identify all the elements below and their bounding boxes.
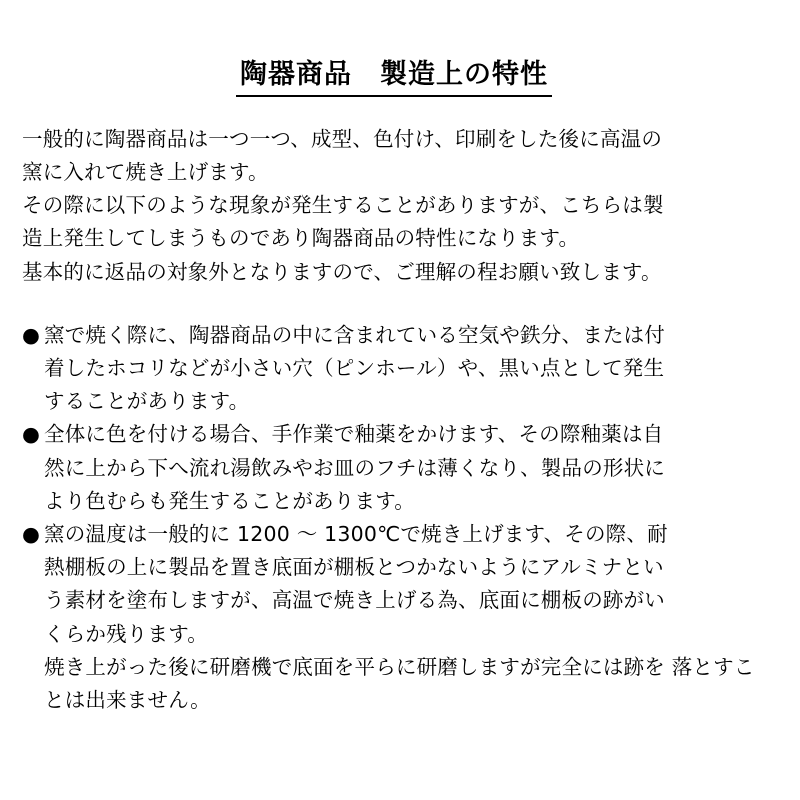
list-item-line: より色むらも発生することがあります。: [44, 488, 415, 513]
list-item: [22, 518, 766, 651]
intro-line: 一般的に陶器商品は一つ一つ、成型、色付け、印刷をした後に高温の: [22, 126, 663, 151]
list-item: [22, 418, 766, 518]
list-item: [22, 319, 766, 419]
list-item-line: 窯で焼く際に、陶器商品の中に含まれている空気や鉄分、または付: [44, 322, 665, 347]
closing-paragraph: [22, 651, 766, 717]
list-item-line: することがあります。: [44, 389, 250, 414]
bullet-marker-icon: ●: [22, 521, 41, 546]
intro-line: 造上発生してしまうものであり陶器商品の特性になります。: [22, 226, 580, 251]
list-item-line: 全体に色を付ける場合、手作業で釉薬をかけます、その際釉薬は自: [44, 422, 664, 447]
intro-line: 基本的に返品の対象外となりますので、ご理解の程お願い致します。: [22, 259, 662, 284]
bullet-marker-icon: ●: [22, 322, 41, 347]
bullet-marker-icon: ●: [22, 422, 41, 447]
intro-paragraph: [22, 123, 766, 289]
list-item-line: う素材を塗布しますが、高温で焼き上げる為、底面に棚板の跡がい: [44, 588, 665, 613]
list-item-line: くらか残ります。: [44, 621, 208, 646]
bullet-list: [22, 319, 766, 717]
spacer: [22, 289, 766, 319]
list-item-line: 然に上から下へ流れ湯飲みやお皿のフチは薄くなり、製品の形状に: [44, 455, 665, 480]
intro-line: 窯に入れて焼き上げます。: [22, 159, 269, 184]
closing-line: 焼き上がった後に研磨機で底面を平らに研磨しますが完全には跡を: [44, 654, 665, 679]
list-item-line: 熱棚板の上に製品を置き底面が棚板とつかないようにアルミナとい: [44, 555, 664, 580]
closing-line: 落とすことは出来ません。: [44, 654, 755, 712]
intro-line: その際に以下のような現象が発生することがありますが、こちらは製: [22, 193, 664, 218]
list-item-line: 着したホコリなどが小さい穴（ピンホール）や、黒い点として発生: [44, 355, 665, 380]
page-title: 陶器商品 製造上の特性: [236, 58, 552, 97]
title-container: [22, 58, 766, 97]
list-item-line: 窯の温度は一般的に 1200 ～ 1300℃で焼き上げます、その際、耐: [44, 521, 668, 546]
